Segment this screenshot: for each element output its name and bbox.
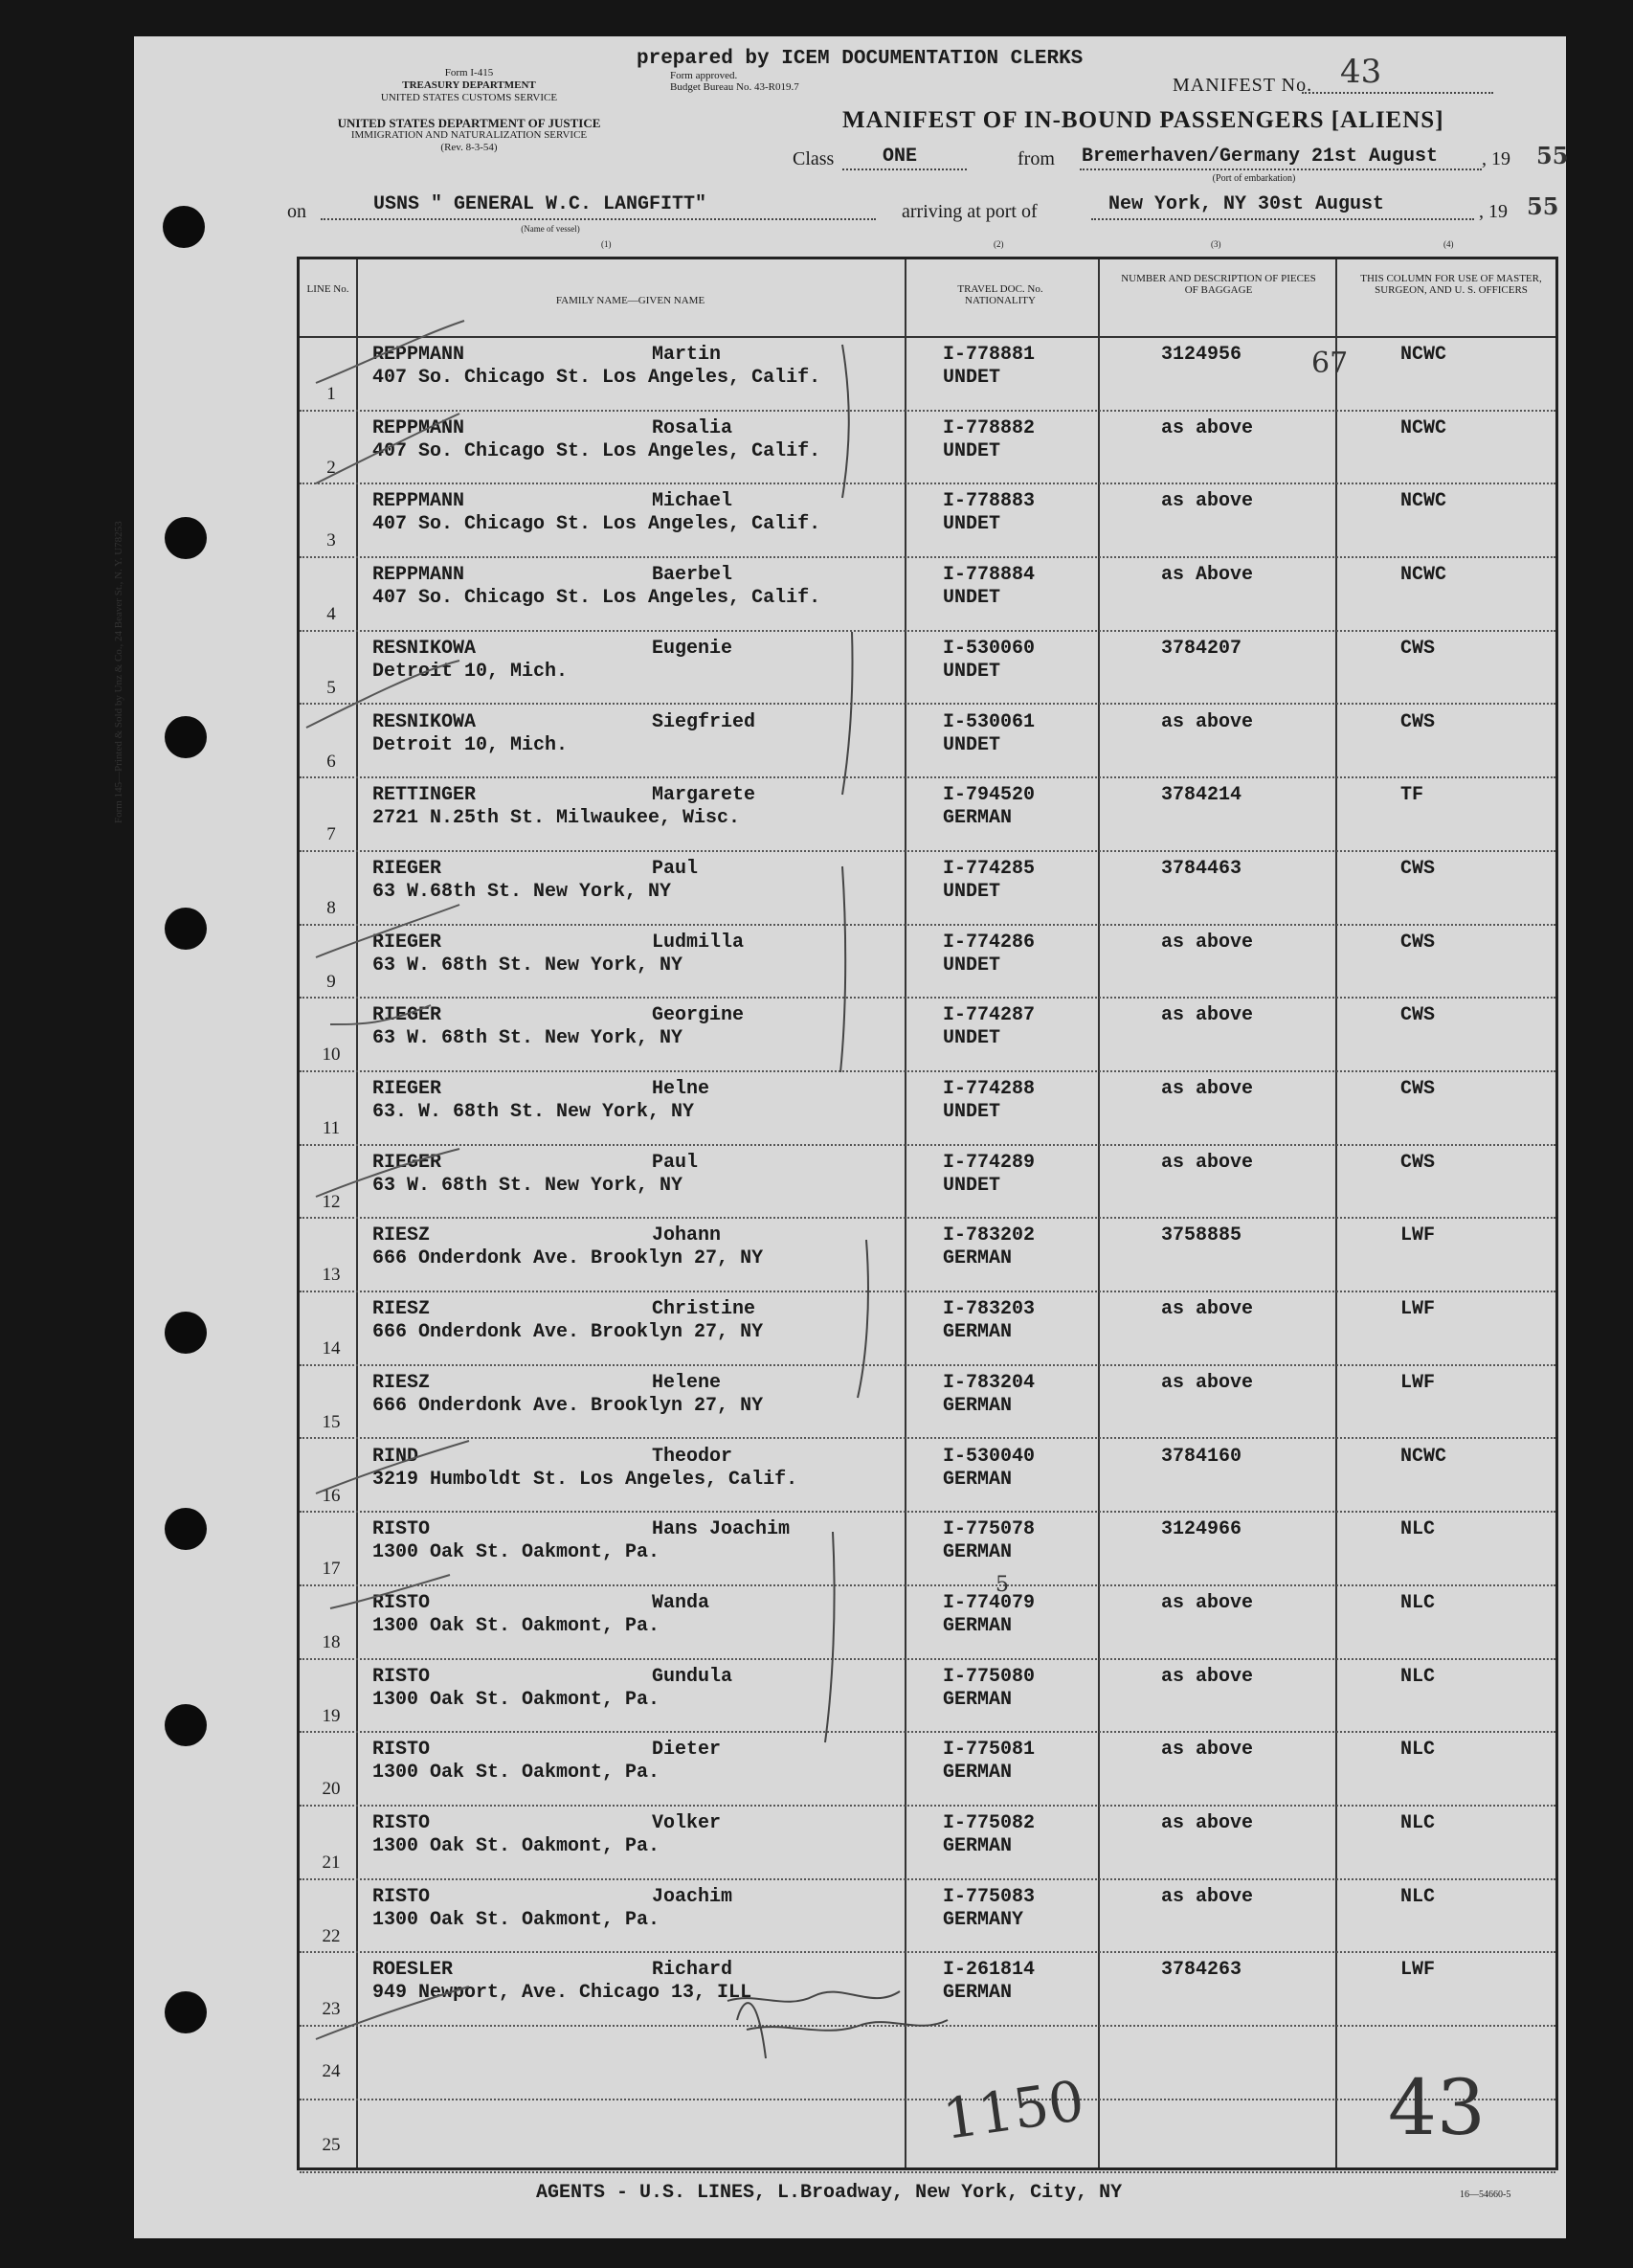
given-name: Hans Joachim <box>652 1518 791 1541</box>
line-number: 24 <box>322 2061 341 2082</box>
baggage: as Above <box>1161 564 1254 587</box>
agency-code: NCWC <box>1400 344 1447 366</box>
family-name: RETTINGER <box>372 784 477 807</box>
address: 63 W. 68th St. New York, NY <box>372 954 683 977</box>
baggage: as above <box>1161 1371 1254 1394</box>
line-number: 21 <box>322 1853 341 1873</box>
baggage: 3758885 <box>1161 1224 1242 1247</box>
line-number: 22 <box>322 1925 341 1946</box>
given-name: Theodor <box>652 1445 733 1468</box>
vessel-name: USNS " GENERAL W.C. LANGFITT" <box>373 193 707 215</box>
line-number: 10 <box>322 1044 341 1066</box>
travel-doc-number: I-794520 <box>943 784 1036 807</box>
nationality: UNDET <box>943 954 1001 977</box>
line-number: 13 <box>322 1265 341 1286</box>
given-name: Rosalia <box>652 416 733 439</box>
on-label: on <box>287 201 306 222</box>
form-code: 16—54660-5 <box>1460 2189 1511 2200</box>
travel-doc-number: I-775080 <box>943 1665 1036 1688</box>
nationality: UNDET <box>943 513 1001 536</box>
address: 1300 Oak St. Oakmont, Pa. <box>372 1541 660 1564</box>
baggage: as above <box>1161 1739 1254 1762</box>
family-name: REPPMANN <box>372 564 465 587</box>
address: Detroit 10, Mich. <box>372 733 569 756</box>
family-name: RIESZ <box>372 1371 431 1394</box>
nationality: UNDET <box>943 660 1001 683</box>
nationality: GERMAN <box>943 1614 1013 1637</box>
agency-code: LWF <box>1400 1298 1436 1321</box>
family-name: RESNIKOWA <box>372 710 477 733</box>
address: 666 Onderdonk Ave. Brooklyn 27, NY <box>372 1247 764 1270</box>
address: 949 Newport, Ave. Chicago 13, ILL <box>372 1982 752 2005</box>
nationality: GERMAN <box>943 1835 1013 1857</box>
travel-doc-number: I-778883 <box>943 490 1036 513</box>
agency-code: NLC <box>1400 1518 1436 1541</box>
nationality: UNDET <box>943 880 1001 903</box>
address: 666 Onderdonk Ave. Brooklyn 27, NY <box>372 1394 764 1417</box>
family-name: RISTO <box>372 1518 431 1541</box>
agency-code: CWS <box>1400 1004 1436 1027</box>
travel-doc-number: I-775078 <box>943 1518 1036 1541</box>
line-number: 9 <box>326 971 336 992</box>
arriving-label: arriving at port of <box>902 201 1038 222</box>
line-number: 20 <box>322 1779 341 1800</box>
family-name: RISTO <box>372 1885 431 1908</box>
family-name: ROESLER <box>372 1959 454 1982</box>
address: 407 So. Chicago St. Los Angeles, Calif. <box>372 513 821 536</box>
line-number: 2 <box>326 457 336 478</box>
line-number: 4 <box>326 604 336 625</box>
given-name: Christine <box>652 1298 756 1321</box>
line-number: 8 <box>326 897 336 918</box>
agency-code: CWS <box>1400 931 1436 954</box>
family-name: RIND <box>372 1445 419 1468</box>
nationality: UNDET <box>943 1101 1001 1123</box>
embarkation-port: Bremerhaven/Germany 21st August <box>1082 146 1439 168</box>
nationality: GERMAN <box>943 1247 1013 1270</box>
baggage: 3124956 <box>1161 344 1242 366</box>
travel-doc-number: I-783203 <box>943 1298 1036 1321</box>
line-number: 15 <box>322 1411 341 1432</box>
given-name: Ludmilla <box>652 931 745 954</box>
travel-doc-number: I-774289 <box>943 1151 1036 1174</box>
given-name: Paul <box>652 1151 699 1174</box>
travel-doc-number: I-774285 <box>943 857 1036 880</box>
line-number: 19 <box>322 1705 341 1726</box>
agency-code: CWS <box>1400 637 1436 660</box>
baggage: as above <box>1161 1885 1254 1908</box>
line-number: 1 <box>326 384 336 404</box>
nationality: GERMAN <box>943 1688 1013 1711</box>
family-name: RISTO <box>372 1739 431 1762</box>
family-name: RISTO <box>372 1665 431 1688</box>
address: 2721 N.25th St. Milwaukee, Wisc. <box>372 807 741 830</box>
nationality: GERMAN <box>943 807 1013 830</box>
nationality: GERMAN <box>943 1762 1013 1785</box>
agency-code: NLC <box>1400 1591 1436 1614</box>
address: 407 So. Chicago St. Los Angeles, Calif. <box>372 439 821 462</box>
line-number: 11 <box>322 1118 341 1138</box>
baggage: as above <box>1161 1665 1254 1688</box>
line-number: 7 <box>326 824 336 845</box>
baggage: as above <box>1161 710 1254 733</box>
handwritten-5: 5 <box>995 1573 1009 1597</box>
line-number: 5 <box>326 677 336 698</box>
baggage: as above <box>1161 1078 1254 1100</box>
baggage: 3784214 <box>1161 784 1242 807</box>
nationality: GERMAN <box>943 1394 1013 1417</box>
family-name: RIEGER <box>372 1004 442 1027</box>
address: 63 W.68th St. New York, NY <box>372 880 672 903</box>
line-number: 17 <box>322 1559 341 1580</box>
line-number: 6 <box>326 751 336 772</box>
given-name: Wanda <box>652 1591 710 1614</box>
given-name: Siegfried <box>652 710 756 733</box>
travel-doc-number: I-783204 <box>943 1371 1036 1394</box>
line-number: 14 <box>322 1338 341 1359</box>
baggage: as above <box>1161 931 1254 954</box>
line-number: 16 <box>322 1485 341 1506</box>
travel-doc-number: I-530061 <box>943 710 1036 733</box>
address: 1300 Oak St. Oakmont, Pa. <box>372 1908 660 1931</box>
line-number: 18 <box>322 1631 341 1652</box>
agency-code: NCWC <box>1400 490 1447 513</box>
address: 1300 Oak St. Oakmont, Pa. <box>372 1614 660 1637</box>
family-name: RIEGER <box>372 857 442 880</box>
nationality: GERMAN <box>943 1321 1013 1344</box>
given-name: Georgine <box>652 1004 745 1027</box>
line-number: 25 <box>322 2134 341 2155</box>
family-name: RIESZ <box>372 1224 431 1247</box>
travel-doc-number: I-774287 <box>943 1004 1036 1027</box>
given-name: Margarete <box>652 784 756 807</box>
agency-code: CWS <box>1400 1151 1436 1174</box>
agency-code: CWS <box>1400 857 1436 880</box>
baggage: as above <box>1161 1004 1254 1027</box>
nationality: UNDET <box>943 587 1001 610</box>
travel-doc-number: I-778881 <box>943 344 1036 366</box>
baggage: 3784207 <box>1161 637 1242 660</box>
agency-code: CWS <box>1400 710 1436 733</box>
given-name: Johann <box>652 1224 722 1247</box>
given-name: Helne <box>652 1078 710 1100</box>
agents-footer: AGENTS - U.S. LINES, L.Broadway, New York, City, NY <box>536 2182 1123 2204</box>
address: 1300 Oak St. Oakmont, Pa. <box>372 1762 660 1785</box>
line-number: 3 <box>326 530 336 551</box>
agency-code: LWF <box>1400 1959 1436 1982</box>
baggage: as above <box>1161 1298 1254 1321</box>
travel-doc-number: I-774288 <box>943 1078 1036 1100</box>
travel-doc-number: I-530040 <box>943 1445 1036 1468</box>
manifest-number: 43 <box>1340 53 1382 91</box>
family-name: RIESZ <box>372 1298 431 1321</box>
prepared-by: prepared by ICEM DOCUMENTATION CLERKS <box>637 48 1084 70</box>
year-embarkation: 55 <box>1536 142 1569 169</box>
agency-code: CWS <box>1400 1078 1436 1100</box>
family-name: RESNIKOWA <box>372 637 477 660</box>
travel-doc-number: I-774079 <box>943 1591 1036 1614</box>
address: 666 Onderdonk Ave. Brooklyn 27, NY <box>372 1321 764 1344</box>
address: 63 W. 68th St. New York, NY <box>372 1174 683 1197</box>
travel-doc-number: I-775082 <box>943 1812 1036 1834</box>
justice-block: UNITED STATES DEPARTMENT OF JUSTICE IMMIGRATION AND NATURALIZATION SERVICE (Rev. 8-3-54) <box>337 116 601 153</box>
agency-code: NCWC <box>1400 416 1447 439</box>
nationality: UNDET <box>943 1174 1001 1197</box>
baggage: as above <box>1161 490 1254 513</box>
given-name: Gundula <box>652 1665 733 1688</box>
class-label: Class <box>793 148 835 169</box>
arrival-port: New York, NY 30st August <box>1108 193 1385 215</box>
col-officers: THIS COLUMN FOR USE OF MASTER, SURGEON, AND U. S. OFFICERS <box>1360 273 1542 296</box>
from-label: from <box>1018 148 1055 169</box>
family-name: REPPMANN <box>372 490 465 513</box>
agency-code: NLC <box>1400 1885 1436 1908</box>
col-name: FAMILY NAME—GIVEN NAME <box>555 295 705 306</box>
travel-doc-number: I-530060 <box>943 637 1036 660</box>
agency-code: NLC <box>1400 1739 1436 1762</box>
address: 63 W. 68th St. New York, NY <box>372 1027 683 1050</box>
col-line-no: LINE No. <box>306 283 349 295</box>
agency-code: NCWC <box>1400 1445 1447 1468</box>
travel-doc-number: I-778884 <box>943 564 1036 587</box>
baggage: 3784263 <box>1161 1959 1242 1982</box>
nationality: GERMAN <box>943 1541 1013 1564</box>
handwritten-43: 43 <box>1388 2063 1486 2152</box>
handwritten-1150: 1150 <box>938 2068 1088 2152</box>
travel-doc-number: I-775083 <box>943 1885 1036 1908</box>
address: Detroit 10, Mich. <box>372 660 569 683</box>
nationality: GERMANY <box>943 1908 1024 1931</box>
travel-doc-number: I-261814 <box>943 1959 1036 1982</box>
treasury-block: Form I-415 TREASURY DEPARTMENT UNITED STATES CUSTOMS SERVICE <box>380 67 558 103</box>
nationality: UNDET <box>943 1027 1001 1050</box>
given-name: Dieter <box>652 1739 722 1762</box>
agency-code: TF <box>1400 784 1424 807</box>
address: 1300 Oak St. Oakmont, Pa. <box>372 1688 660 1711</box>
handwritten-67: 67 <box>1311 347 1349 380</box>
address: 63. W. 68th St. New York, NY <box>372 1101 695 1123</box>
nationality: GERMAN <box>943 1982 1013 2005</box>
family-name: RIEGER <box>372 1078 442 1100</box>
baggage: 3124966 <box>1161 1518 1242 1541</box>
agency-code: LWF <box>1400 1224 1436 1247</box>
travel-doc-number: I-783202 <box>943 1224 1036 1247</box>
baggage: as above <box>1161 1812 1254 1834</box>
manifest-title: MANIFEST OF IN-BOUND PASSENGERS [ALIENS] <box>842 107 1444 133</box>
travel-doc-number: I-775081 <box>943 1739 1036 1762</box>
given-name: Helene <box>652 1371 722 1394</box>
line-number: 23 <box>322 1999 341 2020</box>
address: 407 So. Chicago St. Los Angeles, Calif. <box>372 587 821 610</box>
given-name: Eugenie <box>652 637 733 660</box>
family-name: RIEGER <box>372 1151 442 1174</box>
col-baggage: NUMBER AND DESCRIPTION OF PIECES OF BAGGAGE <box>1121 273 1316 296</box>
baggage: as above <box>1161 1591 1254 1614</box>
nationality: UNDET <box>943 439 1001 462</box>
given-name: Richard <box>652 1959 733 1982</box>
travel-doc-number: I-778882 <box>943 416 1036 439</box>
address: 407 So. Chicago St. Los Angeles, Calif. <box>372 367 821 389</box>
family-name: RISTO <box>372 1591 431 1614</box>
given-name: Paul <box>652 857 699 880</box>
baggage: 3784463 <box>1161 857 1242 880</box>
printer-side-text: Form 145—Printed & Sold by Unz & Co., 24 Beaver St., N. Y. U78253 <box>113 521 124 823</box>
family-name: RISTO <box>372 1812 431 1834</box>
given-name: Joachim <box>652 1885 733 1908</box>
nationality: UNDET <box>943 367 1001 389</box>
baggage: 3784160 <box>1161 1445 1242 1468</box>
year-arrival: 55 <box>1527 192 1559 220</box>
given-name: Martin <box>652 344 722 366</box>
agency-code: NCWC <box>1400 564 1447 587</box>
col-travel-doc: TRAVEL DOC. No. NATIONALITY <box>957 283 1043 306</box>
address: 1300 Oak St. Oakmont, Pa. <box>372 1835 660 1857</box>
address: 3219 Humboldt St. Los Angeles, Calif. <box>372 1468 798 1491</box>
nationality: UNDET <box>943 733 1001 756</box>
line-number: 12 <box>322 1191 341 1212</box>
given-name: Michael <box>652 490 733 513</box>
travel-doc-number: I-774286 <box>943 931 1036 954</box>
family-name: REPPMANN <box>372 344 465 366</box>
class-value: ONE <box>883 146 918 168</box>
agency-code: LWF <box>1400 1371 1436 1394</box>
nationality: GERMAN <box>943 1468 1013 1491</box>
manifest-label: MANIFEST No. <box>1173 75 1313 96</box>
baggage: as above <box>1161 1151 1254 1174</box>
given-name: Volker <box>652 1812 722 1834</box>
form-approved: Form approved. Budget Bureau No. 43-R019.7 <box>670 70 799 93</box>
agency-code: NLC <box>1400 1812 1436 1834</box>
baggage: as above <box>1161 416 1254 439</box>
family-name: REPPMANN <box>372 416 465 439</box>
agency-code: NLC <box>1400 1665 1436 1688</box>
family-name: RIEGER <box>372 931 442 954</box>
given-name: Baerbel <box>652 564 733 587</box>
